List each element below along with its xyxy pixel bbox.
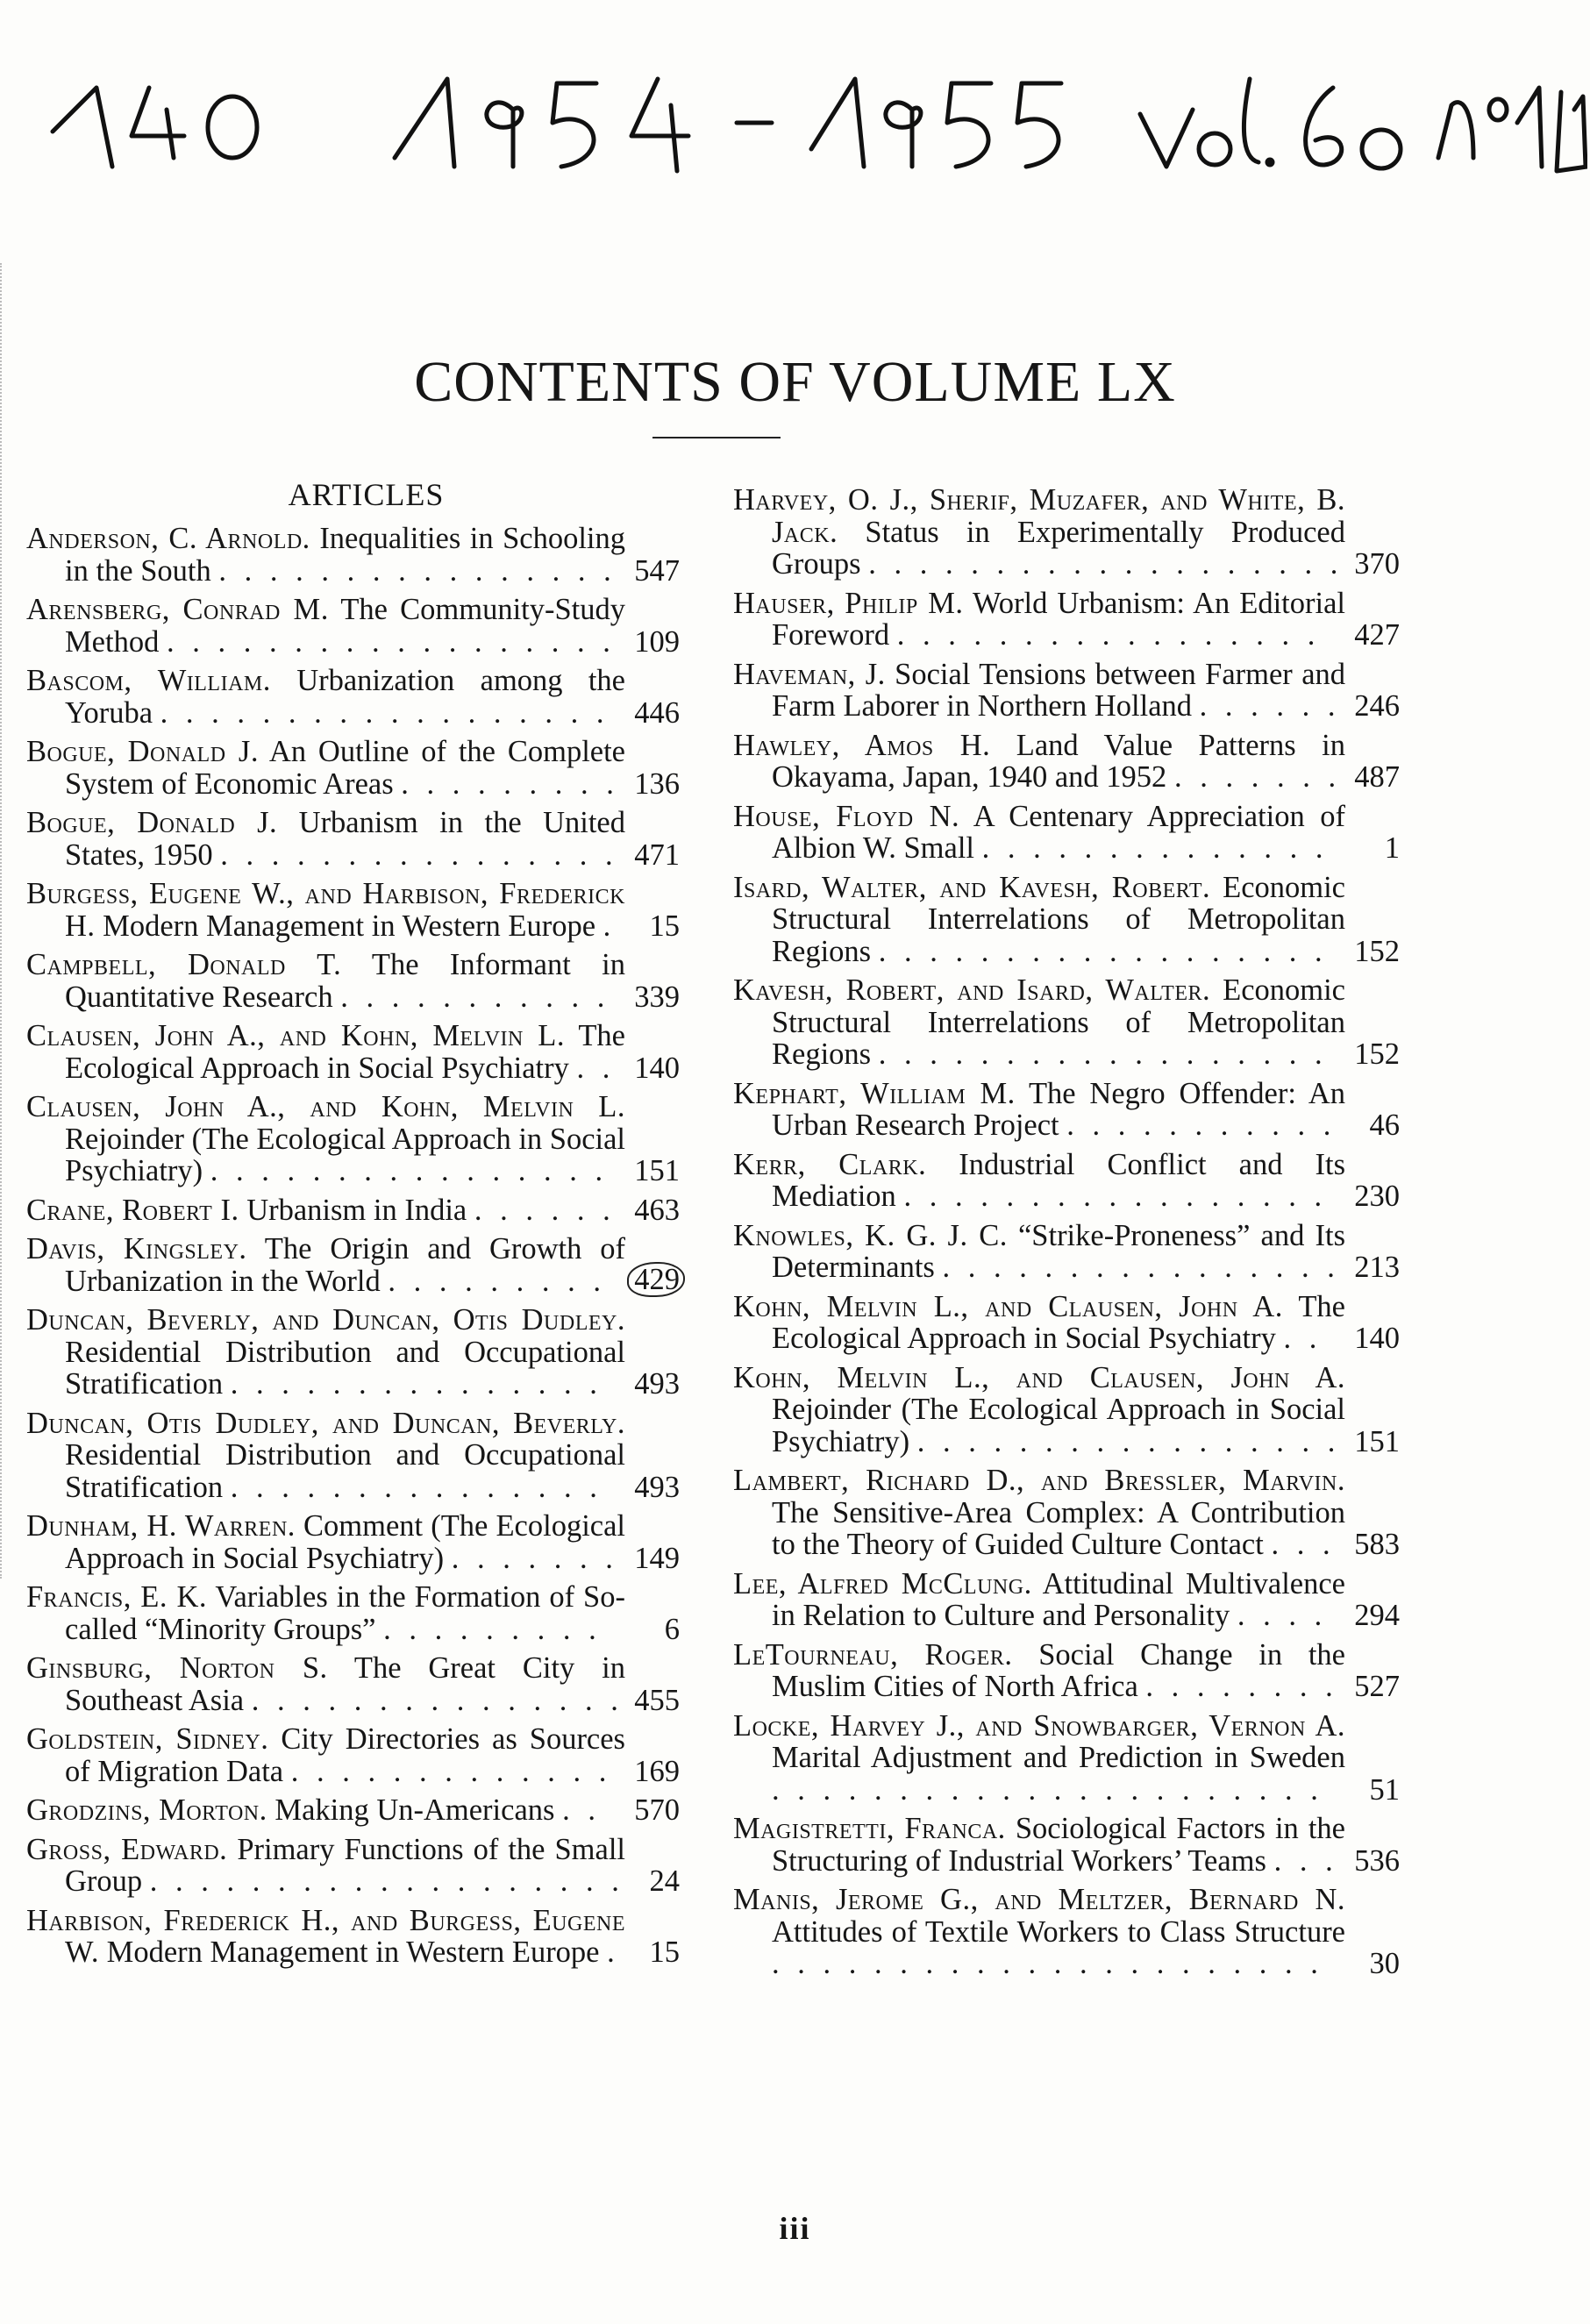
dot-leader: . . [576,1051,616,1085]
dot-leader: . . . . . . . . . . . . . . . . . . [878,934,1328,968]
toc-entry [26,1233,680,1297]
entry-title: Attitudinal Multivalence in Relation to Culture and Personality [772,1566,1345,1632]
entry-page-number [650,1865,681,1898]
dot-leader: . . . . . . . . . . . . . . . [251,1683,624,1717]
entry-title: Primary Functions of the Small Group [65,1832,626,1898]
entry-title: The Community-Study Method [65,593,625,659]
section-heading: ARTICLES [288,477,445,512]
page-number-value: 294 [1354,1599,1400,1632]
entry-page-number [1370,1109,1401,1142]
entry-author: Kohn, Melvin L., and Clausen, John A. [733,1289,1283,1323]
page-number-value: 46 [1369,1109,1400,1142]
dot-leader: . . [1283,1322,1323,1355]
entry-author: LeTourneau, Roger. [733,1637,1013,1672]
entry-author: Goldstein, Sidney. [26,1722,269,1756]
dot-leader: . . . . . . . . . . . . . . . . . [916,1424,1341,1458]
dot-leader: . . . . . . . . . . . [340,980,610,1014]
entry-page-number [634,1685,680,1717]
dot-leader: . . . . . . . . . . . . . . . [230,1470,602,1504]
page-number-value: 493 [634,1470,680,1504]
page-number-value: 213 [1354,1251,1400,1284]
entry-title: Modern Management in Western Europe [106,1935,600,1969]
toc-entry [26,594,680,658]
entry-author: Bascom, William. [26,664,271,697]
scan-edge-mark [0,263,9,1579]
entry-author: Bogue, Donald J. [26,735,259,768]
dot-leader: . . . [1271,1528,1336,1561]
dot-leader: . . . . . . . . . . . . . . . . [942,1251,1340,1284]
toc-entry [733,1078,1400,1142]
entry-title: Urbanism in India [246,1193,467,1227]
dot-leader: . . . . . . . . . . . . . . . . . . . [149,1864,624,1898]
entry-title: The Ecological Approach in Social Psychiatry [65,1019,625,1085]
toc-entry [733,588,1400,652]
entry-page-number [627,1262,680,1298]
entry-author: Lee, Alfred McClung. [733,1566,1032,1600]
toc-entry [26,949,680,1013]
toc-entry [733,1813,1400,1877]
entry-author: Francis, E. K. [26,1580,208,1614]
toc-entry [733,801,1400,865]
page-number-value: 30 [1369,1947,1400,1980]
dot-leader: . . . . . . . . . . . . . . . . . . [160,695,610,730]
entry-title: Land Value Patterns in Okayama, Japan, 1940 and 1952 [772,728,1345,794]
toc-entry [26,1723,680,1787]
dot-leader: . . . . . . . . . . . . . . . [230,1367,602,1401]
entry-page-number [1370,1948,1401,1980]
entry-page-number [634,981,680,1014]
page-number-value: 527 [1354,1670,1400,1703]
entry-page-number [1354,548,1400,581]
toc-entry [26,1091,680,1187]
page-title: CONTENTS OF VOLUME LX [414,350,1176,414]
toc-entry [26,523,680,587]
entry-title: World Urbanism: An Editorial Foreword [772,586,1345,652]
entry-page-number [634,697,680,730]
entry-author: Hauser, Philip M. [733,586,964,620]
page-number-value: 246 [1354,689,1400,723]
toc-entry [733,872,1400,968]
dot-leader: . . . . . . . . . . . [1066,1109,1337,1142]
toc-entry [26,1408,680,1504]
toc-entry [733,730,1400,794]
dot-leader: . . . . . . . . . . . . . . . . [218,553,617,588]
entry-page-number [634,555,680,588]
entry-page-number [1354,1251,1400,1284]
dot-leader: . . . . . . . . . . . . . . . . . . . . . . [772,1772,1323,1807]
toc-entry [733,484,1400,581]
entry-author: Knowles, K. G. J. C. [733,1218,1008,1252]
page-number-value: 24 [649,1864,680,1898]
entry-author: Duncan, Otis Dudley, and Duncan, Beverly. [26,1406,625,1440]
toc-entry [26,736,680,800]
entry-author: Dunham, H. Warren. [26,1509,296,1543]
page-number-value: 140 [1354,1322,1400,1355]
dot-leader: . . . . . . . . . [401,766,619,801]
entry-author: Kerr, Clark. [733,1147,927,1181]
toc-entry [733,1568,1400,1632]
page-number-value: 15 [649,909,680,943]
dot-leader: . [607,1935,620,1969]
entry-author: Bogue, Donald J. [26,806,278,839]
toc-entry [26,1794,680,1827]
toc-entry [26,878,680,942]
dot-leader: . . . . . . [474,1193,616,1227]
page-folio: iii [779,2211,811,2246]
dot-leader: . . . . . . [1199,689,1341,723]
entry-title: Making Un-Americans [275,1793,555,1827]
entry-page-number [1370,1774,1401,1807]
entry-page-number [634,626,680,659]
entry-page-number [1354,936,1400,968]
entry-author: Manis, Jerome G., and Meltzer, Bernard N. [733,1883,1345,1916]
entry-page-number [634,839,680,872]
dot-leader: . [602,909,617,943]
entry-author: Magistretti, Franca. [733,1812,1006,1845]
entry-page-number [634,1155,680,1187]
page-number-value: 446 [634,695,680,730]
page-number-value: 1 [1384,831,1400,865]
entry-page-number [1354,619,1400,652]
page-number-value: 471 [634,838,680,872]
entry-page-number [634,1756,680,1788]
entry-page-number [1354,1038,1400,1071]
page-number-value: 230 [1354,1180,1400,1213]
page-number-value: 51 [1369,1772,1400,1807]
dot-leader: . . . . . . . . . . . . . . . . . [896,618,1321,652]
entry-title: The Negro Offender: An Urban Research Project [772,1076,1345,1142]
entry-title: An Outline of the Complete System of Economic Areas [65,735,625,801]
entry-title: City Directories as Sources of Migration Data [65,1722,625,1788]
entry-page-number [650,910,681,943]
entry-author: Kohn, Melvin L., and Clausen, John A. [733,1360,1345,1394]
page-number-value: 6 [664,1612,680,1646]
entry-author: Anderson, C. Arnold. [26,522,310,555]
toc-entry [26,665,680,729]
entry-author: House, Floyd N. [733,799,960,833]
toc-entry [26,1194,680,1227]
dot-leader: . . . . . . . . . . . . . . . . . . . [868,547,1344,581]
entry-title: A Centenary Appreciation of Albion W. Small [772,799,1345,865]
dot-leader: . . . . . . . [1173,760,1342,794]
entry-page-number [650,1936,681,1969]
handwritten-annotation [35,26,1587,202]
entry-page-number [1354,1322,1400,1355]
entry-page-number [634,1543,680,1575]
page-number-value: 339 [634,980,680,1014]
page-number-value: 455 [634,1683,680,1717]
page-number-value: 140 [634,1051,680,1085]
dot-leader: . . . . . . . . . . . . . . . . . . [166,624,616,659]
entry-title: “Strike-Proneness” and Its Determinants [772,1218,1345,1284]
entry-title: Rejoinder (The Ecological Approach in Social Psychiatry) [772,1393,1345,1458]
right-column [733,484,1400,1987]
entry-author: Burgess, Eugene W., and Harbison, Frederick H. [26,877,625,943]
entry-title: Industrial Conflict and Its Mediation [772,1147,1346,1213]
page-number-value: 109 [634,624,680,659]
page-number-value: 427 [1354,618,1400,652]
dot-leader: . . . . . . . [451,1541,618,1575]
entry-page-number [1354,1180,1400,1213]
entry-author: Grodzins, Morton. [26,1793,267,1827]
entry-author: Hawley, Amos H. [733,728,991,762]
page-number-value: 149 [634,1541,680,1575]
page-number-value: 370 [1354,547,1400,581]
page-number-value: 463 [634,1193,680,1227]
dot-leader: . . . . . . . . . [383,1612,602,1646]
entry-title: Residential Distribution and Occupational Stratification [65,1438,625,1504]
entry-title: Sociological Factors in the Structuring of Industrial Workers’ Teams [772,1812,1345,1878]
entry-page-number [1354,1671,1400,1703]
entry-author: Clausen, John A., and Kohn, Melvin L. [26,1090,625,1123]
entry-title: Attitudes of Textile Workers to Class Structure [772,1914,1345,1949]
toc-entry [733,1884,1400,1980]
entry-author: Harvey, O. J., Sherif, Muzafer, and White, B. Jack. [733,483,1345,549]
toc-entry [733,1291,1400,1355]
title-rule [652,437,781,438]
toc-entry [26,1834,680,1898]
dot-leader: . . [562,1793,601,1827]
page-number-value: 15 [649,1935,680,1969]
entry-page-number [1354,761,1400,794]
entry-page-number [634,1794,680,1827]
dot-leader: . . . . . . . . . . . . . . . . . . [878,1037,1328,1071]
dot-leader: . . . . . . . . . . . . . . . . [220,838,618,872]
page-number-value: 169 [634,1754,680,1788]
page-number-value: 493 [634,1367,680,1401]
toc-entry [733,1149,1400,1213]
dot-leader: . . . . . . . . . . . . . . . . . . . . . . [772,1947,1323,1980]
entry-title: Urbanism in the United States, 1950 [65,806,625,872]
entry-author: Duncan, Beverly, and Duncan, Otis Dudley. [26,1303,625,1337]
entry-title: Modern Management in Western Europe [103,909,596,943]
page-number-value: 583 [1354,1528,1400,1561]
toc-entry [733,1220,1400,1284]
entry-title: Economic Structural Interrelations of Metropolitan Regions [772,973,1345,1071]
page-number-value: 151 [1354,1424,1400,1458]
entry-author: Locke, Harvey J., and Snowbarger, Vernon A. [733,1708,1345,1743]
entry-author: Isard, Walter, and Kavesh, Robert. [733,870,1211,904]
toc-entry [733,1639,1400,1703]
page-number-value: 487 [1354,760,1400,794]
toc-entry [733,974,1400,1071]
toc-entry [733,659,1400,723]
toc-entry [733,1465,1400,1561]
toc-entry [26,1905,680,1969]
entry-author: Ginsburg, Norton S. [26,1651,328,1685]
page-number-value: 152 [1354,1037,1400,1071]
page-number-value: 570 [634,1793,680,1827]
entry-author: Gross, Edward. [26,1832,228,1866]
entry-title: Social Tensions between Farmer and Farm Laborer in Northern Holland [772,657,1346,723]
page-number-value: 152 [1354,934,1400,968]
toc-entry [26,1581,680,1645]
entry-author: Lambert, Richard D., and Bressler, Marvin. [733,1464,1345,1497]
entry-title: Economic Structural Interrelations of Metropolitan Regions [772,870,1345,968]
page-number-value: 151 [634,1154,680,1187]
entry-page-number [1354,1845,1400,1878]
entry-title: Variables in the Formation of So-called “Minority Groups” [65,1580,625,1646]
entry-author: Clausen, John A., and Kohn, Melvin L. [26,1019,565,1052]
entry-title: Rejoinder (The Ecological Approach in Social Psychiatry) [65,1122,626,1187]
entry-author: Harbison, Frederick H., and Burgess, Eugene W. [26,1903,625,1969]
toc-entry [26,1304,680,1401]
entry-title: Urbanization among the Yoruba [65,664,625,730]
entry-title: The Great City in Southeast Asia [65,1651,625,1717]
entry-title: The Informant in Quantitative Research [65,948,625,1014]
entry-author: Kephart, William M. [733,1076,1016,1110]
entry-author: Davis, Kingsley. [26,1232,247,1265]
dot-leader: . . . . . . . . . . . . . . . . . [903,1180,1328,1213]
entry-author: Arensberg, Conrad M. [26,593,329,626]
toc-entry [733,1362,1400,1458]
dot-leader: . . . . [1237,1599,1328,1632]
entry-title: The Origin and Growth of Urbanization in the World [65,1232,625,1298]
entry-title: Comment (The Ecological Approach in Social Psychiatry) [65,1509,625,1575]
entry-title: The Ecological Approach in Social Psychiatry [772,1289,1345,1355]
entry-page-number [1354,1600,1400,1632]
toc-entry [26,1510,680,1574]
entry-page-number [1354,1529,1400,1561]
entry-title: Marital Adjustment and Prediction in Sweden [772,1741,1345,1774]
entry-title: Social Change in the Muslim Cities of North Africa [772,1637,1345,1703]
entry-author: Crane, Robert I. [26,1193,239,1227]
dot-leader: . . . . . . . . . [388,1264,606,1298]
page-number-value: 547 [634,553,680,588]
dot-leader: . . . . . . . . . . . . . . . . [210,1154,609,1187]
entry-page-number [634,768,680,801]
entry-title: The Sensitive-Area Complex: A Contribution to the Theory of Guided Culture Contact [772,1495,1345,1561]
entry-page-number [634,1472,680,1504]
entry-page-number [665,1614,680,1646]
dot-leader: . . . . . . . . . . . . . [290,1754,612,1788]
toc-entry [26,1020,680,1084]
left-column [26,474,680,1976]
entry-page-number [1354,690,1400,723]
dot-leader: . . . . . . . . [1145,1670,1338,1703]
entry-page-number [634,1052,680,1085]
toc-entry [26,1652,680,1716]
circled-page-number: 429 [627,1262,685,1298]
entry-title: Status in Experimentally Produced Groups [772,515,1345,581]
page-number-value: 136 [634,766,680,801]
toc-entry [733,1710,1400,1807]
entry-author: Haveman, J. [733,657,886,691]
entry-page-number [1385,832,1400,865]
dot-leader: . . . [1273,1843,1338,1878]
entry-page-number [634,1368,680,1401]
entry-author: Campbell, Donald T. [26,948,342,981]
entry-title: Residential Distribution and Occupational Stratification [65,1335,625,1401]
toc-entry [26,807,680,871]
entry-page-number [1354,1426,1400,1458]
entry-title: Inequalities in Schooling in the South [65,522,625,588]
entry-author: Kavesh, Robert, and Isard, Walter. [733,973,1211,1007]
entry-page-number [634,1194,680,1227]
dot-leader: . . . . . . . . . . . . . . [981,831,1329,865]
page-number-value: 536 [1354,1843,1400,1878]
